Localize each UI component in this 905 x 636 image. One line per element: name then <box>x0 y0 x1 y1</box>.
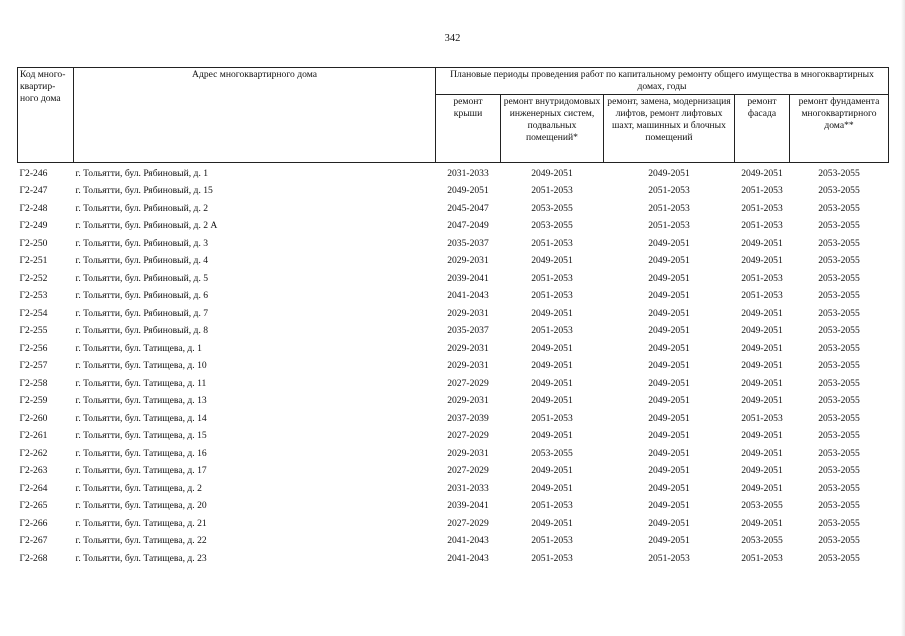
cell-foundation-period: 2053-2055 <box>818 272 860 284</box>
cell-code: Г2-264 <box>19 482 48 494</box>
cell-foundation-period: 2053-2055 <box>818 325 860 337</box>
cell-facade-period: 2049-2051 <box>741 465 783 477</box>
cell-elevators-period: 2049-2051 <box>648 482 690 494</box>
cell-code: Г2-265 <box>19 500 48 512</box>
cell-engineering-period: 2049-2051 <box>531 482 573 494</box>
table-row <box>18 270 889 288</box>
cell-engineering-period: 2051-2053 <box>531 237 573 249</box>
table-row <box>18 235 889 253</box>
cell-address: г. Тольятти, бул. Татищева, д. 13 <box>75 395 207 407</box>
cell-foundation-period: 2053-2055 <box>818 552 860 564</box>
cell-engineering-period: 2051-2053 <box>531 500 573 512</box>
page-number: 342 <box>444 33 461 44</box>
cell-engineering-period: 2049-2051 <box>531 307 573 319</box>
cell-engineering-period: 2051-2053 <box>531 552 573 564</box>
cell-facade-period: 2049-2051 <box>741 447 783 459</box>
cell-roof-period: 2027-2029 <box>447 377 489 389</box>
cell-code: Г2-266 <box>19 517 48 529</box>
table-row <box>18 287 889 305</box>
cell-engineering-period: 2051-2053 <box>531 185 573 197</box>
cell-facade-period: 2051-2053 <box>741 185 783 197</box>
cell-address: г. Тольятти, бул. Рябиновый, д. 7 <box>75 307 209 319</box>
cell-foundation-period: 2053-2055 <box>818 465 860 477</box>
cell-facade-period: 2053-2055 <box>741 535 783 547</box>
cell-foundation-period: 2053-2055 <box>818 220 860 232</box>
cell-facade-period: 2049-2051 <box>741 377 783 389</box>
cell-engineering-period: 2051-2053 <box>531 412 573 424</box>
cell-code: Г2-260 <box>19 412 48 424</box>
cell-roof-period: 2029-2031 <box>447 255 489 267</box>
table-row <box>18 445 889 463</box>
cell-elevators-period: 2049-2051 <box>648 517 690 529</box>
cell-elevators-period: 2049-2051 <box>648 447 690 459</box>
cell-code: Г2-258 <box>19 377 48 389</box>
table-row <box>18 375 889 393</box>
cell-elevators-period: 2049-2051 <box>648 290 690 302</box>
cell-roof-period: 2039-2041 <box>447 500 489 512</box>
cell-roof-period: 2049-2051 <box>447 185 489 197</box>
cell-elevators-period: 2049-2051 <box>648 535 690 547</box>
cell-foundation-period: 2053-2055 <box>818 307 860 319</box>
cell-address: г. Тольятти, бул. Татищева, д. 23 <box>75 552 207 564</box>
header-roof: ремонт крыши <box>436 94 501 162</box>
cell-code: Г2-267 <box>19 535 48 547</box>
header-address: Адрес многоквартирного дома <box>74 68 436 163</box>
cell-address: г. Тольятти, бул. Татищева, д. 21 <box>75 517 207 529</box>
cell-code: Г2-249 <box>19 220 48 232</box>
cell-elevators-period: 2049-2051 <box>648 307 690 319</box>
cell-engineering-period: 2053-2055 <box>531 447 573 459</box>
cell-engineering-period: 2049-2051 <box>531 360 573 372</box>
cell-elevators-period: 2049-2051 <box>648 430 690 442</box>
cell-roof-period: 2035-2037 <box>447 325 489 337</box>
cell-elevators-period: 2051-2053 <box>648 202 690 214</box>
cell-roof-period: 2039-2041 <box>447 272 489 284</box>
cell-roof-period: 2029-2031 <box>447 360 489 372</box>
cell-foundation-period: 2053-2055 <box>818 447 860 459</box>
cell-foundation-period: 2053-2055 <box>818 482 860 494</box>
cell-roof-period: 2041-2043 <box>447 290 489 302</box>
cell-elevators-period: 2049-2051 <box>648 237 690 249</box>
cell-foundation-period: 2053-2055 <box>818 255 860 267</box>
cell-address: г. Тольятти, бул. Рябиновый, д. 6 <box>75 290 209 302</box>
header-row-top <box>18 68 889 95</box>
cell-foundation-period: 2053-2055 <box>818 430 860 442</box>
cell-facade-period: 2049-2051 <box>741 517 783 529</box>
cell-roof-period: 2029-2031 <box>447 395 489 407</box>
cell-facade-period: 2049-2051 <box>741 430 783 442</box>
cell-address: г. Тольятти, бул. Рябиновый, д. 8 <box>75 325 209 337</box>
cell-foundation-period: 2053-2055 <box>818 185 860 197</box>
header-facade: ремонт фасада <box>735 94 790 162</box>
cell-facade-period: 2051-2053 <box>741 552 783 564</box>
cell-code: Г2-259 <box>19 395 48 407</box>
cell-address: г. Тольятти, бул. Рябиновый, д. 1 <box>75 167 209 179</box>
cell-engineering-period: 2049-2051 <box>531 377 573 389</box>
cell-facade-period: 2051-2053 <box>741 272 783 284</box>
cell-foundation-period: 2053-2055 <box>818 412 860 424</box>
cell-address: г. Тольятти, бул. Татищева, д. 2 <box>75 482 202 494</box>
cell-code: Г2-255 <box>19 325 48 337</box>
header-elevators: ремонт, замена, модернизация лифтов, ремонт лифтовых шахт, машинных и блочных помещений <box>604 94 735 162</box>
cell-facade-period: 2049-2051 <box>741 237 783 249</box>
cell-elevators-period: 2049-2051 <box>648 342 690 354</box>
table-row <box>18 515 889 533</box>
cell-roof-period: 2045-2047 <box>447 202 489 214</box>
cell-engineering-period: 2053-2055 <box>531 220 573 232</box>
table-row <box>18 357 889 375</box>
table-row <box>18 410 889 428</box>
cell-address: г. Тольятти, бул. Татищева, д. 10 <box>75 360 207 372</box>
cell-elevators-period: 2049-2051 <box>648 465 690 477</box>
table-row <box>18 322 889 340</box>
cell-facade-period: 2049-2051 <box>741 342 783 354</box>
cell-facade-period: 2053-2055 <box>741 500 783 512</box>
cell-foundation-period: 2053-2055 <box>818 535 860 547</box>
table-row <box>18 340 889 358</box>
cell-facade-period: 2049-2051 <box>741 325 783 337</box>
cell-facade-period: 2051-2053 <box>741 412 783 424</box>
cell-code: Г2-247 <box>19 185 48 197</box>
table-row <box>18 497 889 515</box>
table-row <box>18 162 889 182</box>
cell-roof-period: 2029-2031 <box>447 447 489 459</box>
cell-engineering-period: 2051-2053 <box>531 325 573 337</box>
cell-address: г. Тольятти, бул. Татищева, д. 22 <box>75 535 207 547</box>
cell-engineering-period: 2051-2053 <box>531 272 573 284</box>
cell-elevators-period: 2049-2051 <box>648 272 690 284</box>
table-row <box>18 427 889 445</box>
cell-foundation-period: 2053-2055 <box>818 342 860 354</box>
cell-foundation-period: 2053-2055 <box>818 167 860 179</box>
cell-engineering-period: 2049-2051 <box>531 255 573 267</box>
table-row <box>18 532 889 550</box>
table-body <box>18 162 889 567</box>
table-row <box>18 480 889 498</box>
cell-address: г. Тольятти, бул. Татищева, д. 1 <box>75 342 202 354</box>
cell-engineering-period: 2049-2051 <box>531 430 573 442</box>
cell-engineering-period: 2051-2053 <box>531 290 573 302</box>
cell-roof-period: 2029-2031 <box>447 307 489 319</box>
cell-facade-period: 2051-2053 <box>741 290 783 302</box>
cell-code: Г2-252 <box>19 272 48 284</box>
cell-code: Г2-263 <box>19 465 48 477</box>
cell-elevators-period: 2051-2053 <box>648 220 690 232</box>
cell-facade-period: 2049-2051 <box>741 307 783 319</box>
cell-foundation-period: 2053-2055 <box>818 395 860 407</box>
cell-elevators-period: 2049-2051 <box>648 255 690 267</box>
cell-foundation-period: 2053-2055 <box>818 517 860 529</box>
cell-facade-period: 2049-2051 <box>741 395 783 407</box>
cell-address: г. Тольятти, бул. Рябиновый, д. 4 <box>75 255 209 267</box>
cell-roof-period: 2037-2039 <box>447 412 489 424</box>
cell-address: г. Тольятти, бул. Рябиновый, д. 2 А <box>75 220 218 232</box>
table-row <box>18 252 889 270</box>
cell-engineering-period: 2049-2051 <box>531 167 573 179</box>
cell-engineering-period: 2049-2051 <box>531 395 573 407</box>
cell-code: Г2-257 <box>19 360 48 372</box>
table-row <box>18 550 889 568</box>
header-foundation: ремонт фундамента многоквартирного дома** <box>790 94 889 162</box>
cell-elevators-period: 2049-2051 <box>648 500 690 512</box>
header-periods-title: Плановые периоды проведения работ по капитальному ремонту общего имущества в многоквартирных домах, годы <box>436 68 889 95</box>
table-row <box>18 305 889 323</box>
cell-address: г. Тольятти, бул. Татищева, д. 17 <box>75 465 207 477</box>
cell-facade-period: 2049-2051 <box>741 482 783 494</box>
cell-elevators-period: 2049-2051 <box>648 325 690 337</box>
cell-facade-period: 2049-2051 <box>741 255 783 267</box>
cell-address: г. Тольятти, бул. Татищева, д. 14 <box>75 412 207 424</box>
cell-address: г. Тольятти, бул. Татищева, д. 20 <box>75 500 207 512</box>
cell-engineering-period: 2049-2051 <box>531 465 573 477</box>
cell-address: г. Тольятти, бул. Рябиновый, д. 3 <box>75 237 209 249</box>
cell-code: Г2-254 <box>19 307 48 319</box>
cell-code: Г2-251 <box>19 255 48 267</box>
cell-code: Г2-261 <box>19 430 48 442</box>
cell-code: Г2-246 <box>19 167 48 179</box>
cell-roof-period: 2041-2043 <box>447 535 489 547</box>
cell-code: Г2-268 <box>19 552 48 564</box>
cell-address: г. Тольятти, бул. Рябиновый, д. 5 <box>75 272 209 284</box>
cell-elevators-period: 2049-2051 <box>648 377 690 389</box>
cell-roof-period: 2031-2033 <box>447 482 489 494</box>
cell-elevators-period: 2051-2053 <box>648 185 690 197</box>
cell-roof-period: 2027-2029 <box>447 517 489 529</box>
cell-engineering-period: 2051-2053 <box>531 535 573 547</box>
cell-engineering-period: 2049-2051 <box>531 342 573 354</box>
cell-engineering-period: 2049-2051 <box>531 517 573 529</box>
cell-roof-period: 2035-2037 <box>447 237 489 249</box>
scan-edge-shadow <box>901 0 905 636</box>
cell-code: Г2-262 <box>19 447 48 459</box>
table-row <box>18 200 889 218</box>
cell-code: Г2-253 <box>19 290 48 302</box>
table-header <box>18 68 889 163</box>
capital-repair-schedule-table <box>17 67 889 567</box>
cell-facade-period: 2049-2051 <box>741 360 783 372</box>
table-row <box>18 182 889 200</box>
cell-facade-period: 2049-2051 <box>741 167 783 179</box>
cell-address: г. Тольятти, бул. Татищева, д. 11 <box>75 377 207 389</box>
cell-foundation-period: 2053-2055 <box>818 290 860 302</box>
cell-code: Г2-248 <box>19 202 48 214</box>
cell-elevators-period: 2051-2053 <box>648 552 690 564</box>
header-code: Код много-квартир-ного дома <box>18 68 74 163</box>
table-row <box>18 462 889 480</box>
cell-address: г. Тольятти, бул. Татищева, д. 16 <box>75 447 207 459</box>
cell-facade-period: 2051-2053 <box>741 220 783 232</box>
cell-engineering-period: 2053-2055 <box>531 202 573 214</box>
header-engineering: ремонт внутридомовых инженерных систем, подвальных помещений* <box>501 94 604 162</box>
cell-roof-period: 2029-2031 <box>447 342 489 354</box>
cell-address: г. Тольятти, бул. Рябиновый, д. 15 <box>75 185 213 197</box>
cell-roof-period: 2031-2033 <box>447 167 489 179</box>
cell-foundation-period: 2053-2055 <box>818 500 860 512</box>
cell-foundation-period: 2053-2055 <box>818 202 860 214</box>
cell-address: г. Тольятти, бул. Рябиновый, д. 2 <box>75 202 209 214</box>
cell-elevators-period: 2049-2051 <box>648 395 690 407</box>
table-row <box>18 217 889 235</box>
cell-roof-period: 2047-2049 <box>447 220 489 232</box>
cell-address: г. Тольятти, бул. Татищева, д. 15 <box>75 430 207 442</box>
cell-roof-period: 2027-2029 <box>447 465 489 477</box>
cell-elevators-period: 2049-2051 <box>648 360 690 372</box>
table-row <box>18 392 889 410</box>
cell-facade-period: 2051-2053 <box>741 202 783 214</box>
cell-roof-period: 2027-2029 <box>447 430 489 442</box>
cell-code: Г2-250 <box>19 237 48 249</box>
cell-foundation-period: 2053-2055 <box>818 377 860 389</box>
cell-elevators-period: 2049-2051 <box>648 167 690 179</box>
cell-foundation-period: 2053-2055 <box>818 237 860 249</box>
cell-elevators-period: 2049-2051 <box>648 412 690 424</box>
cell-roof-period: 2041-2043 <box>447 552 489 564</box>
cell-foundation-period: 2053-2055 <box>818 360 860 372</box>
cell-code: Г2-256 <box>19 342 48 354</box>
